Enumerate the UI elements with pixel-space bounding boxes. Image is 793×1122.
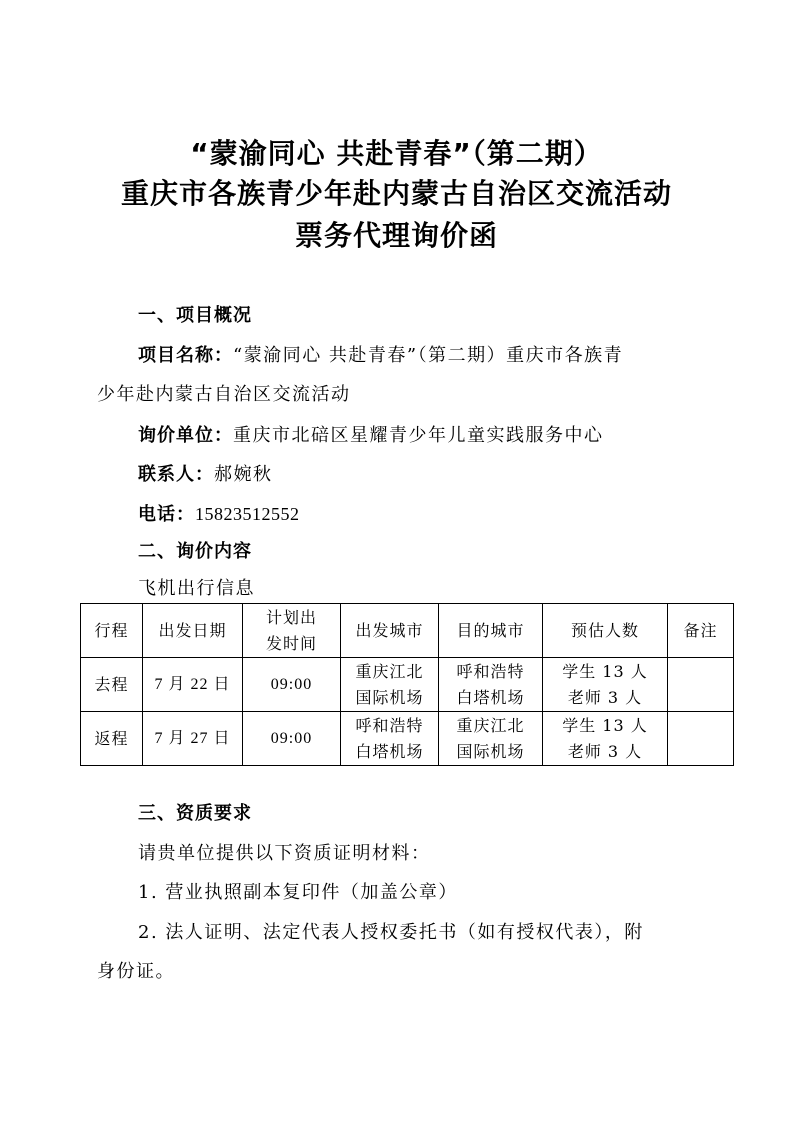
count-cell — [543, 658, 668, 712]
project-name-label: 项目名称： — [138, 345, 233, 366]
trip-cell: 去程 — [81, 658, 143, 712]
to-line1: 呼和浩特 — [456, 661, 525, 681]
header-note: 备注 — [668, 604, 734, 658]
header-time — [243, 604, 341, 658]
to-cell — [439, 658, 543, 712]
title-line-3: 票务代理询价函 — [294, 219, 498, 252]
table-header-row — [81, 604, 734, 658]
to-line2: 国际机场 — [456, 741, 525, 761]
inquiry-unit-line — [138, 425, 738, 447]
header-from: 出发城市 — [341, 604, 439, 658]
project-name-continuation: 少年赴内蒙古自治区交流活动 — [97, 384, 351, 405]
from-line1: 重庆江北 — [355, 661, 424, 681]
from-line1: 呼和浩特 — [355, 715, 424, 735]
date-cell: 7 月 22 日 — [143, 658, 243, 712]
header-count: 预估人数 — [543, 604, 668, 658]
phone-line — [138, 503, 738, 526]
from-cell — [341, 658, 439, 712]
header-date: 出发日期 — [143, 604, 243, 658]
count-line1: 学生 13 人 — [562, 715, 648, 735]
section3-heading: 三、资质要求 — [138, 803, 252, 824]
from-line2: 国际机场 — [355, 687, 424, 707]
to-line2: 白塔机场 — [456, 687, 525, 707]
header-time-line1: 计划出 — [265, 607, 317, 627]
header-time-line2: 发时间 — [265, 633, 317, 653]
count-line2: 老师 3 人 — [567, 687, 643, 707]
to-line1: 重庆江北 — [456, 715, 525, 735]
note-cell — [668, 658, 734, 712]
qualification-item-2-continuation: 身份证。 — [97, 961, 175, 982]
from-cell — [341, 712, 439, 766]
from-line2: 白塔机场 — [355, 741, 424, 761]
inquiry-unit-value: 重庆市北碚区星耀青少年儿童实践服务中心 — [233, 425, 604, 446]
contact-line — [138, 464, 738, 486]
title-line-2: 重庆市各族青少年赴内蒙古自治区交流活动 — [120, 177, 672, 210]
qualification-intro: 请贵单位提供以下资质证明材料： — [138, 843, 431, 864]
to-cell — [439, 712, 543, 766]
qualification-item-2: 2. 法人证明、法定代表人授权委托书（如有授权代表），附 — [138, 922, 644, 943]
section1-heading: 一、项目概况 — [138, 305, 252, 326]
trip-cell: 返程 — [81, 712, 143, 766]
time-cell: 09:00 — [243, 658, 341, 712]
note-cell — [668, 712, 734, 766]
header-trip: 行程 — [81, 604, 143, 658]
table-row — [81, 712, 734, 766]
flight-info-subheading: 飞机出行信息 — [138, 578, 255, 599]
contact-label: 联系人： — [138, 464, 214, 485]
header-to: 目的城市 — [439, 604, 543, 658]
inquiry-unit-label: 询价单位： — [138, 425, 233, 446]
table-row — [81, 658, 734, 712]
count-cell — [543, 712, 668, 766]
flight-table — [80, 603, 734, 766]
project-name-value: “蒙渝同心 共赴青春”（第二期）重庆市各族青 — [233, 345, 624, 366]
contact-value: 郝婉秋 — [214, 464, 273, 485]
phone-label: 电话： — [138, 504, 195, 525]
project-name-line — [138, 345, 738, 367]
date-cell: 7 月 27 日 — [143, 712, 243, 766]
time-cell: 09:00 — [243, 712, 341, 766]
count-line2: 老师 3 人 — [567, 741, 643, 761]
section2-heading: 二、询价内容 — [138, 541, 252, 562]
title-line-1: “蒙渝同心 共赴青春”（第二期） — [190, 137, 603, 170]
count-line1: 学生 13 人 — [562, 661, 648, 681]
qualification-item-1: 1. 营业执照副本复印件（加盖公章） — [138, 882, 458, 903]
phone-value: 15823512552 — [195, 504, 300, 524]
